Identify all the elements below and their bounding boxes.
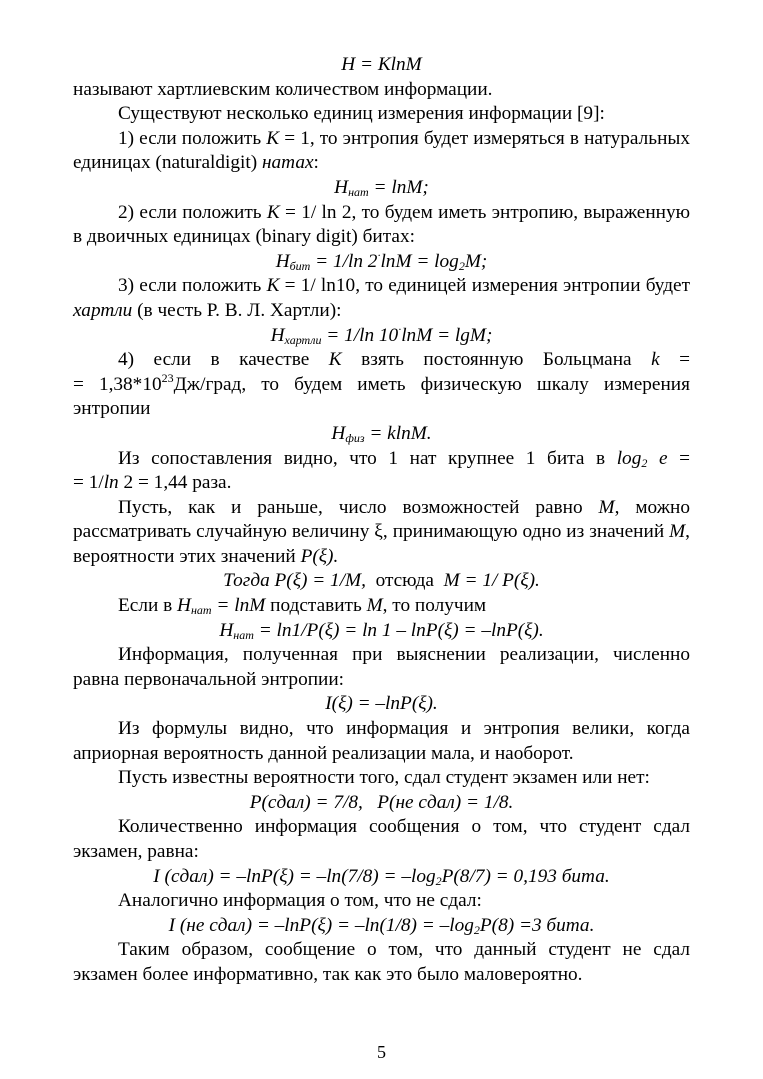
text: подставить [265,595,367,617]
text: Аналогично информация о том, что не сдал: [118,890,482,912]
text: , вероятности этих значений [73,521,690,567]
text-italic: K [266,127,280,149]
formula-text: I(ξ) = –lnP(ξ). [325,693,438,715]
paragraph-item-1 [73,127,690,176]
formula-text: = lnM; [368,176,429,198]
paragraph-passed-info [73,815,690,864]
text: 3) если положить [118,275,267,297]
formula-text: = 1/ln 10 [321,324,399,346]
text-italic: e [647,447,668,469]
text: = 1,38*10 [73,373,162,395]
text: : [313,152,319,174]
text: , можно рассматривать случайную величину ξ, принимающую одно из значений [73,496,690,543]
paragraph-failed-info [73,889,690,914]
text-italic: M [366,595,383,617]
text-italic: M [669,521,686,543]
text-italic: H [177,595,191,617]
formula-nat [73,176,690,201]
text: Пусть, как и раньше, число возможностей равно [118,496,599,518]
formula-hartley [73,53,690,78]
formula-substitution [73,619,690,644]
paragraph-item-3 [73,274,690,323]
formula-text: I (сдал) = –lnP(ξ) = –ln(7/8) = –log [153,865,436,887]
paragraph-item-4-line-1 [73,348,690,373]
formula-text: = klnM. [364,422,432,444]
subscript: 2 [641,455,648,470]
superscript: 23 [161,370,174,385]
formula-text: I (не сдал) = –lnP(ξ) = –ln(1/8) = –log [168,914,474,936]
text: Существуют несколько единиц измерения информации [9]: [118,103,605,125]
text: называют хартлиевским количеством информации. [73,78,493,100]
formula-text: M = 1/ P(ξ). [443,570,540,592]
text: Пусть известны вероятности того, сдал студент экзамен или нет: [118,767,650,789]
subscript: нат [190,603,212,618]
formula-fiz [73,422,690,447]
text: взять постоянную Больцмана [341,349,652,371]
text-italic: = lnM [211,595,266,617]
paragraph-exam-probabilities [73,766,690,791]
text: Количественно информация сообщения о том, что студент сдал экзамен, равна: [73,816,690,862]
paragraph-conclusion [73,938,690,987]
formula-subscript: 2 [458,258,465,273]
formula-probabilities [73,791,690,816]
page-body [73,53,690,988]
formula-text: H [331,422,346,444]
formula-hartley-unit [73,321,690,349]
formula-text: M; [464,250,488,272]
formula-subscript: нат [233,627,254,642]
text: = 1/ [73,472,104,494]
paragraph-information [73,643,690,692]
text: = 1, то энтропия будет измеряться в натуральных единицах (naturaldigit) [73,127,690,174]
formula-text: P(не сдал) = 1/8. [377,791,514,813]
text: , то получим [382,595,487,617]
text: 2 = 1,44 раза. [118,472,232,494]
formula-bit [73,247,690,275]
formula-subscript: бит [289,258,311,273]
text: = [659,349,690,371]
formula-text: отсюда [375,570,434,592]
formula-subscript: физ [345,430,365,445]
paragraph-random-variable [73,496,690,570]
text: Информация, полученная при выяснении реализации, численно равна первоначальной энтропии: [73,644,690,690]
formula-subscript: 2 [435,873,442,888]
formula-dot: · [377,247,381,262]
formula-subscript: 2 [473,922,480,937]
formula-text: lnM = lgM; [401,324,493,346]
text: 2) если положить [118,201,267,223]
paragraph [73,78,690,103]
text: 1) если положить [118,127,267,149]
text: Если в [118,595,178,617]
formula-subscript: нат [348,184,369,199]
text-italic: M [598,496,615,518]
text: = 1/ ln 2, то будем иметь энтропию, выраженную в двоичных единицах (binary digit) битах: [73,201,691,248]
text-italic: ln [103,472,119,494]
text-italic: K [266,275,280,297]
formula-information [73,692,690,717]
text: Из сопоставления видно, что 1 нат крупнее 1 бита в [118,447,617,469]
text: (в честь Р. В. Л. Хартли): [132,299,342,321]
formula-text: H [270,324,285,346]
formula-passed [73,865,690,890]
text: Дж/град, то будем иметь физическую шкалу измерения энтропии [73,373,690,420]
formula-text: P(8) =3 бита. [479,914,595,936]
text-italic: K [266,201,280,223]
text-italic: K [328,349,342,371]
paragraph-item-2 [73,201,690,250]
formula-text: lnM = log [380,250,459,272]
paragraph-comparison-rest [73,471,690,496]
paragraph-comparison-line-1 [73,447,690,472]
text: Таким образом, сообщение о том, что данный студент не сдал экзамен более информативно, так как это было маловероятно. [73,939,690,985]
paragraph [73,102,690,127]
formula-text: = ln1/P(ξ) = ln 1 – lnP(ξ) = –lnP(ξ). [253,619,544,641]
paragraph-item-4-rest [73,370,690,422]
text-italic: k [651,349,660,371]
formula-text: H = KlnM [341,54,422,75]
formula-text: Тогда P(ξ) = 1/M, [223,570,366,592]
text: = 1/ ln10, то единицей измерения энтропии будет [279,275,691,297]
formula-text: H [334,176,349,198]
formula-failed [73,914,690,939]
formula-text: H [219,619,234,641]
text: 4) если в качестве [118,349,329,371]
text-italic: натах [261,152,314,174]
paragraph-substitute [73,594,690,619]
formula-text: H [275,250,290,272]
formula-subscript: хартли [284,332,322,347]
formula-togda [73,569,690,594]
paragraph-formula-meaning [73,717,690,766]
text: = [667,447,690,469]
text: Из формулы видно, что информация и энтропия велики, когда априорная вероятность данной реализации мала, и наоборот. [73,718,690,764]
text-italic: P(ξ). [300,545,339,567]
formula-text: P(8/7) = 0,193 бита. [441,865,610,887]
text-italic: log [616,447,642,469]
formula-text: = 1/ln 2 [310,250,378,272]
formula-text: P(сдал) = 7/8, [249,791,363,813]
text-italic: хартли [73,299,133,321]
page-number: 5 [377,1042,386,1062]
formula-dot: · [398,321,402,336]
